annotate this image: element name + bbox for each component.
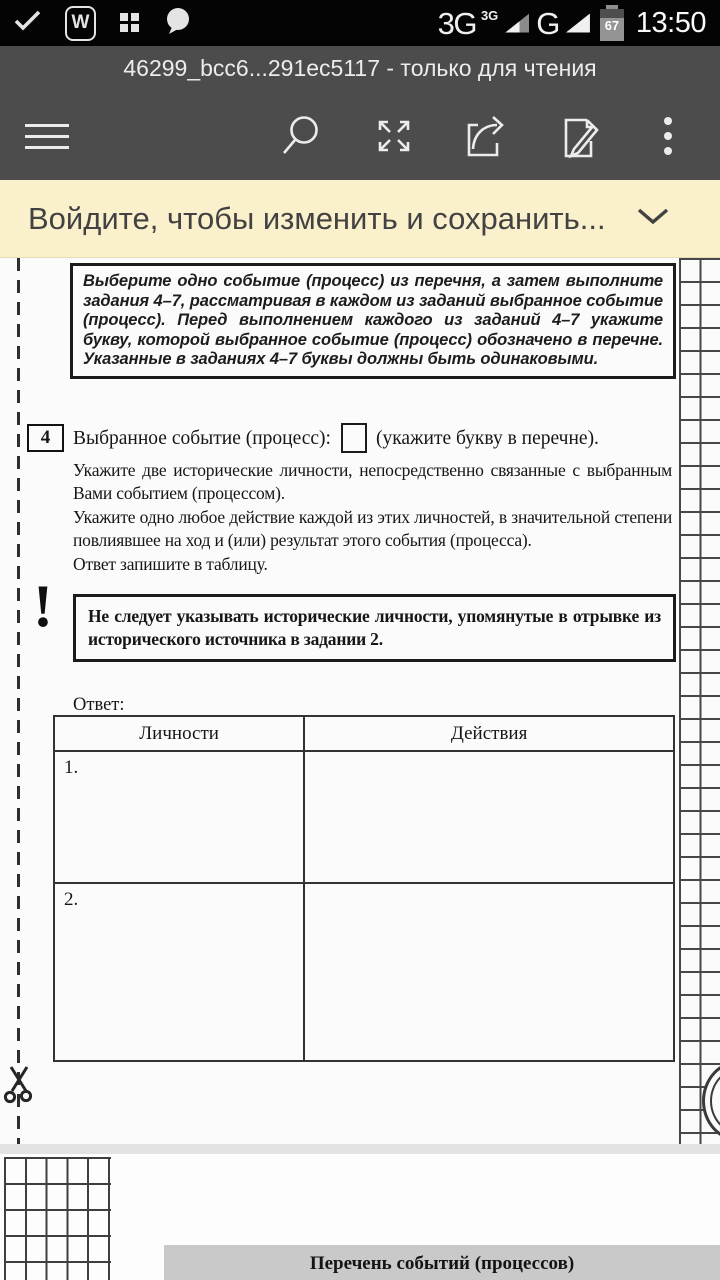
network-type-label-2: G bbox=[536, 5, 559, 41]
battery-body bbox=[600, 9, 624, 41]
document-title: 46299_bcc6...291ec5117 - только для чтения bbox=[123, 55, 597, 81]
share-icon bbox=[460, 111, 510, 161]
table-header-row bbox=[54, 716, 674, 751]
empty-cell bbox=[304, 883, 674, 1061]
task-number-box: 4 bbox=[27, 424, 64, 452]
clock: 13:50 bbox=[635, 6, 706, 39]
apps-grid-icon bbox=[120, 13, 140, 33]
task-paragraph: Ответ запишите в таблицу. bbox=[73, 553, 268, 574]
cut-dashed-line bbox=[17, 258, 20, 1144]
expand-icon bbox=[372, 114, 416, 158]
table-header-personalities: Личности bbox=[54, 716, 304, 751]
graph-paper-grid bbox=[4, 1157, 111, 1280]
sign-in-banner-text: Войдите, чтобы изменить и сохранить... bbox=[28, 200, 606, 236]
word-app-icon bbox=[65, 6, 96, 41]
task-text-before: Выбранное событие (процесс): bbox=[73, 428, 331, 449]
section-header bbox=[164, 1245, 720, 1280]
answer-table bbox=[53, 715, 675, 1062]
word-app-letter: W bbox=[71, 12, 90, 33]
warning-box: Не следует указывать исторические личности, упомянутые в отрывке из исторического источника в задании 2. bbox=[73, 594, 676, 662]
search-icon bbox=[277, 113, 323, 159]
task-paragraphs bbox=[73, 459, 672, 576]
table-row bbox=[54, 883, 674, 1061]
battery-icon bbox=[600, 5, 624, 41]
section-header-text: Перечень событий (процессов) bbox=[309, 1253, 575, 1274]
network-type-badge: 3G bbox=[480, 8, 499, 23]
graph-paper-grid bbox=[679, 258, 720, 1144]
answer-letter-box bbox=[341, 423, 367, 453]
hamburger-icon bbox=[25, 124, 69, 149]
task-paragraph: Укажите две исторические личности, непосредственно связанные с выбранным Вами событием (процессом). bbox=[73, 460, 672, 504]
status-bar bbox=[0, 0, 720, 46]
sign-in-banner[interactable] bbox=[0, 180, 720, 258]
row-number-cell: 2. bbox=[54, 883, 304, 1061]
chat-bubble-icon bbox=[164, 7, 192, 40]
more-button[interactable] bbox=[646, 104, 690, 168]
system-indicators bbox=[438, 5, 706, 41]
checkmark-icon bbox=[14, 10, 41, 37]
signal-strength-icon bbox=[505, 14, 529, 33]
fullscreen-button[interactable] bbox=[365, 104, 423, 168]
network-type-label: 3G bbox=[437, 5, 476, 41]
chevron-down-icon[interactable] bbox=[636, 207, 670, 230]
row-number-cell: 1. bbox=[54, 751, 304, 883]
battery-percentage: 67 bbox=[604, 17, 620, 33]
task-paragraph: Укажите одно любое действие каждой из этих личностей, в значительной степени повлиявшее на ход и (или) результат этого события (процесса). bbox=[73, 506, 672, 551]
task-text-after: (укажите букву в перечне). bbox=[375, 428, 599, 449]
exclamation-mark: ! bbox=[33, 573, 53, 639]
document-page[interactable] bbox=[0, 258, 720, 1144]
toolbar bbox=[0, 98, 720, 178]
app-bar bbox=[0, 46, 720, 180]
answer-label: Ответ: bbox=[73, 695, 125, 715]
share-button[interactable] bbox=[456, 104, 514, 168]
instruction-box: Выберите одно событие (процесс) из перечня, а затем выполните задания 4–7, рассматривая в каждом из заданий выбранное событие (процесс). Перед выполнением каждого из заданий 4–7 укажите букву, которой выбранное событие (процесс) обозначено в перечне. Указанные в заданиях 4–7 буквы должны быть одинаковыми. bbox=[70, 263, 676, 379]
menu-button[interactable] bbox=[18, 104, 76, 168]
signal-strength-icon-2 bbox=[566, 14, 590, 33]
search-button[interactable] bbox=[271, 104, 329, 168]
scissors-icon bbox=[2, 1064, 36, 1111]
page-separator bbox=[0, 1144, 720, 1154]
edit-icon bbox=[553, 111, 603, 161]
table-header-actions: Действия bbox=[304, 716, 674, 751]
empty-cell bbox=[304, 751, 674, 883]
next-document-page[interactable] bbox=[0, 1154, 720, 1280]
edit-button[interactable] bbox=[549, 104, 607, 168]
table-row bbox=[54, 751, 674, 883]
more-vertical-icon bbox=[661, 114, 675, 158]
notification-icons bbox=[14, 6, 192, 41]
task-line bbox=[73, 423, 673, 453]
